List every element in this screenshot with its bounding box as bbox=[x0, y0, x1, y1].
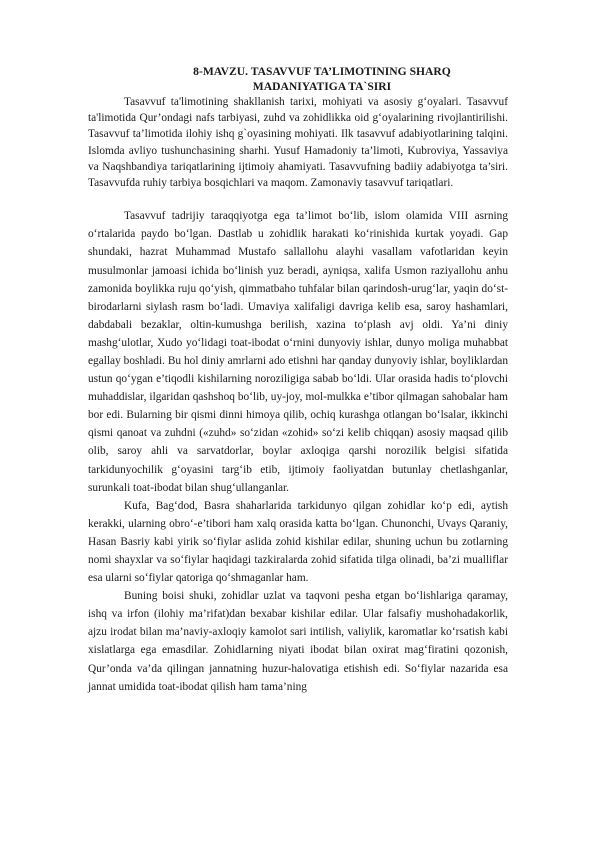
paragraph-history: Tasavvuf tadrijiy taraqqiyotga ega ta’limot bo‘lib, islom olamida VIII asrning o‘rtalarida paydo bo‘lgan. Dastlab u zohidlik harakati ko‘rinishida kurtak yoyadi. Gap shundaki, hazrat Muhammad Mustafo sallallohu alayhi vasallam vafotlaridan keyin musulmonlar jamoasi ichida bo‘linish yuz beradi, ayniqsa, xalifa Usmon raziyallohu anhu zamonida boylikka ruju qo‘yish, qimmatbaho tuhfalar bilan qarindosh-urug‘lar, yaqin do‘st-birodarlarni siylash rasm bo‘ladi. Umaviya xalifaligi davriga kelib esa, saroy hashamlari, dabdabali bezaklar, oltin-kumushga berilish, xazina to‘plash avj oldi. Ya’ni diniy mashg‘ulotlar, Xudo yo‘lidagi toat-ibodat o‘rnini dunyoviy ishlar, dunyo moliga muhabbat egallay boshladi. Bu hol diniy amrlarni ado etishni har qanday dunyoviy ishlar, boyliklardan ustun qo‘ygan e’tiqodli kishilarning noroziligiga sabab bo‘ldi. Ular orasida hadis to‘plovchi muhaddislar, ilgaridan qashshoq bo‘lib, uy-joy, mol-mulkka e’tibor qilmagan sahobalar ham bor edi. Bularning bir qismi dinni himoya qilib, ochiq kurashga otlangan bo‘lsalar, ikkinchi qismi qanoat va zuhdni («zuhd» so‘zidan «zohid» so‘zi kelib chiqqan) asosiy maqsad qilib olib, saroy ahli va sarvatdorlar, boylar axloqiga qarshi norozilik belgisi sifatida tarkidunyochilik g‘oyasini targ‘ib etib, ijtimoiy faoliyatdan butunlay chetlashganlar, surunkali toat-ibodat bilan shug‘ullanganlar. bbox=[88, 210, 508, 494]
title-line-2: MADANIYATIGA TA`SIRI bbox=[252, 80, 392, 93]
paragraph-intro: Tasavvuf ta'limotining shakllanish tarixi, mohiyati va asosiy g‘oyalari. Tasavvuf ta'limotida Qur’ondagi nafs tarbiyasi, zuhd va zohidlikka oid g‘oyalarining rivojlantirilishi. Tasavvuf ta’limotida ilohiy ishq g`oyasining mohiyati. Ilk tasavvuf adabiyotlarining talqini. Islomda avliyo tushunchasining sharhi. Yusuf Hamadoniy ta’limoti, Kubroviya, Yassaviya va Naqshbandiya tariqatlarining ijtimoiy ahamiyati. Tasavvufning badiiy adabiyotga ta’siri. Tasavvufda ruhiy tarbiya bosqichlari va maqom. Zamonaviy tasavvuf tariqatlari. bbox=[88, 96, 508, 190]
document-page bbox=[88, 64, 508, 696]
page-title bbox=[88, 64, 508, 94]
title-line-1: 8-MAVZU. TASAVVUF TA’LIMOTINING SHARQ bbox=[193, 65, 451, 78]
paragraph-zohids: Kufa, Bag‘dod, Basra shaharlarida tarkidunyo qilgan zohidlar ko‘p edi, aytish kerakki, ularning obro‘-e’tibori ham xalq orasida katta bo‘lgan. Chunonchi, Uvays Qaraniy, Hasan Basriy kabi yirik so‘fiylar aslida zohid kishilar edilar, shuning uchun bu zotlarning nomi shayxlar va so‘fiylar haqidagi tazkiralarda zohid sifatida tilga olinadi, ba’zi mualliflar esa ularni so‘fiylar qatoriga qo‘shmaganlar ham. bbox=[88, 499, 508, 585]
paragraph-reason: Buning boisi shuki, zohidlar uzlat va taqvoni pesha etgan bo‘lishlariga qaramay, ishq va irfon (ilohiy ma’rifat)dan bexabar kishilar edilar. Ular falsafiy mushohadakorlik, ajzu irodat bilan ma’naviy-axloqiy kamolot sari intilish, valiylik, karomatlar ko‘rsatish kabi xislatlarga ega emasdilar. Zohidlarning niyati ibodat bilan oxirat mag‘firatini qozonish, Qur’onda va’da qilingan jannatning huzur-halovatiga etishish edi. So‘fiylar nazarida esa jannat umidida toat-ibodat qilish ham tama’ning bbox=[88, 590, 508, 693]
paragraph-spacer bbox=[88, 191, 508, 207]
